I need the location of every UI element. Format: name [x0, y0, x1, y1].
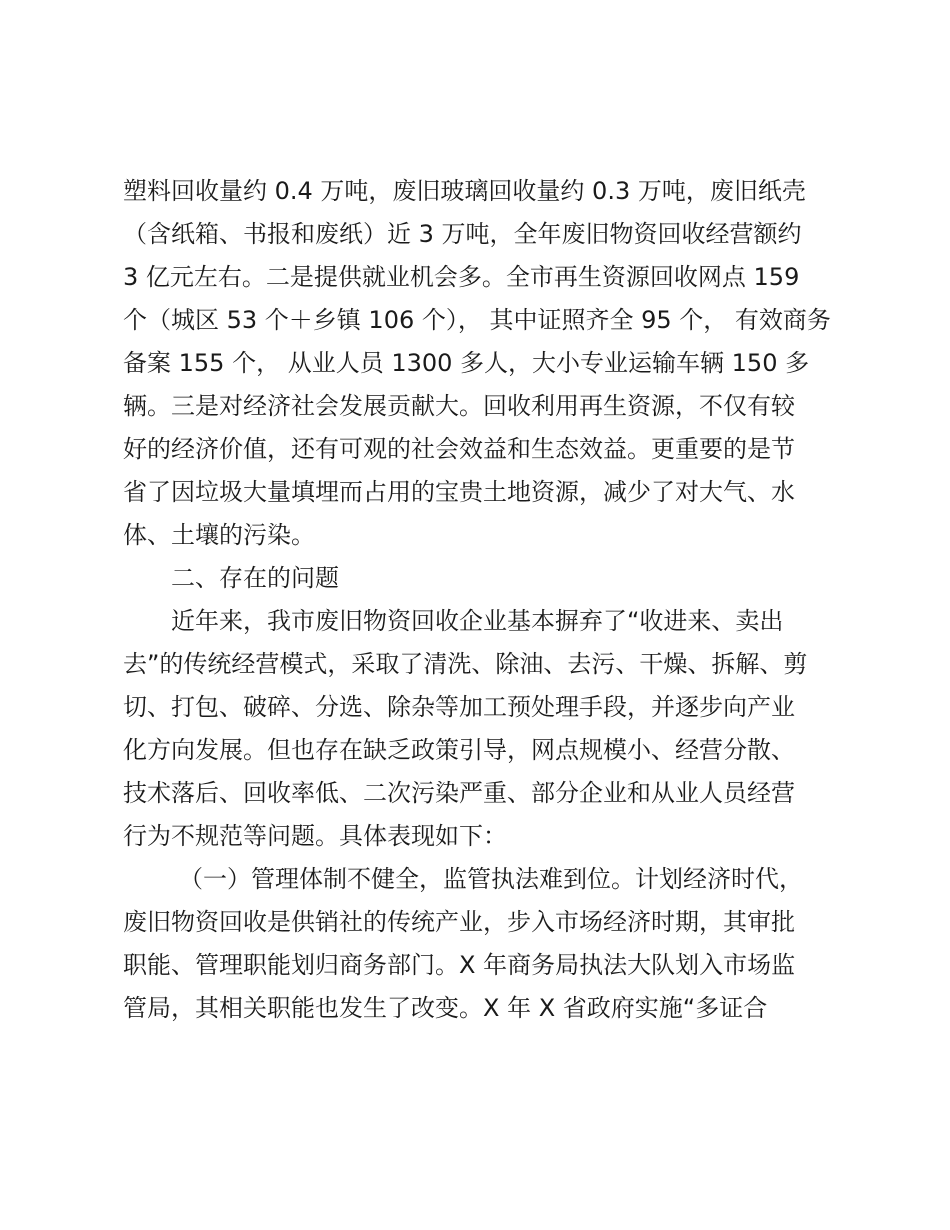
- text-line: 省了因垃圾大量填埋而占用的宝贵土地资源，减少了对大气、水: [123, 478, 795, 506]
- text-line: 去”的传统经营模式，采取了清洗、除油、去污、干燥、拆解、剪: [123, 650, 808, 678]
- text-line: 化方向发展。但也存在缺乏政策引导，网点规模小、经营分散、: [123, 736, 795, 764]
- text-line: 塑料回收量约 0.4 万吨，废旧玻璃回收量约 0.3 万吨，废旧纸壳: [123, 177, 806, 205]
- text-line: 行为不规范等问题。具体表现如下：: [123, 822, 507, 850]
- body-text: [123, 170, 838, 1030]
- subsection-heading: （一）管理体制不健全，监管执法难到位。计划经济时代，: [179, 865, 803, 893]
- section-heading: 二、存在的问题: [171, 564, 339, 592]
- text-line: 好的经济价值，还有可观的社会效益和生态效益。更重要的是节: [123, 435, 795, 463]
- text-line: 备案 155 个， 从业人员 1300 多人，大小专业运输车辆 150 多: [123, 349, 810, 377]
- text-line: 切、打包、破碎、分选、除杂等加工预处理手段，并逐步向产业: [123, 693, 795, 721]
- text-line: 技术落后、回收率低、二次污染严重、部分企业和从业人员经营: [123, 779, 795, 807]
- text-line: （含纸箱、书报和废纸）近 3 万吨，全年废旧物资回收经营额约: [123, 220, 802, 248]
- text-line: 3 亿元左右。二是提供就业机会多。全市再生资源回收网点 159: [123, 263, 800, 291]
- text-line: 管局，其相关职能也发生了改变。X 年 X 省政府实施“多证合: [123, 994, 768, 1022]
- text-line: 体、土壤的污染。: [123, 521, 315, 549]
- text-line: 近年来，我市废旧物资回收企业基本摒弃了“收进来、卖出: [171, 607, 784, 635]
- text-line: 个（城区 53 个＋乡镇 106 个）， 其中证照齐全 95 个， 有效商务: [123, 306, 831, 334]
- text-line: 辆。三是对经济社会发展贡献大。回收利用再生资源，不仅有较: [123, 392, 795, 420]
- text-line: 废旧物资回收是供销社的传统产业，步入市场经济时期，其审批: [123, 908, 795, 936]
- text-line: 职能、管理职能划归商务部门。X 年商务局执法大队划入市场监: [123, 951, 796, 979]
